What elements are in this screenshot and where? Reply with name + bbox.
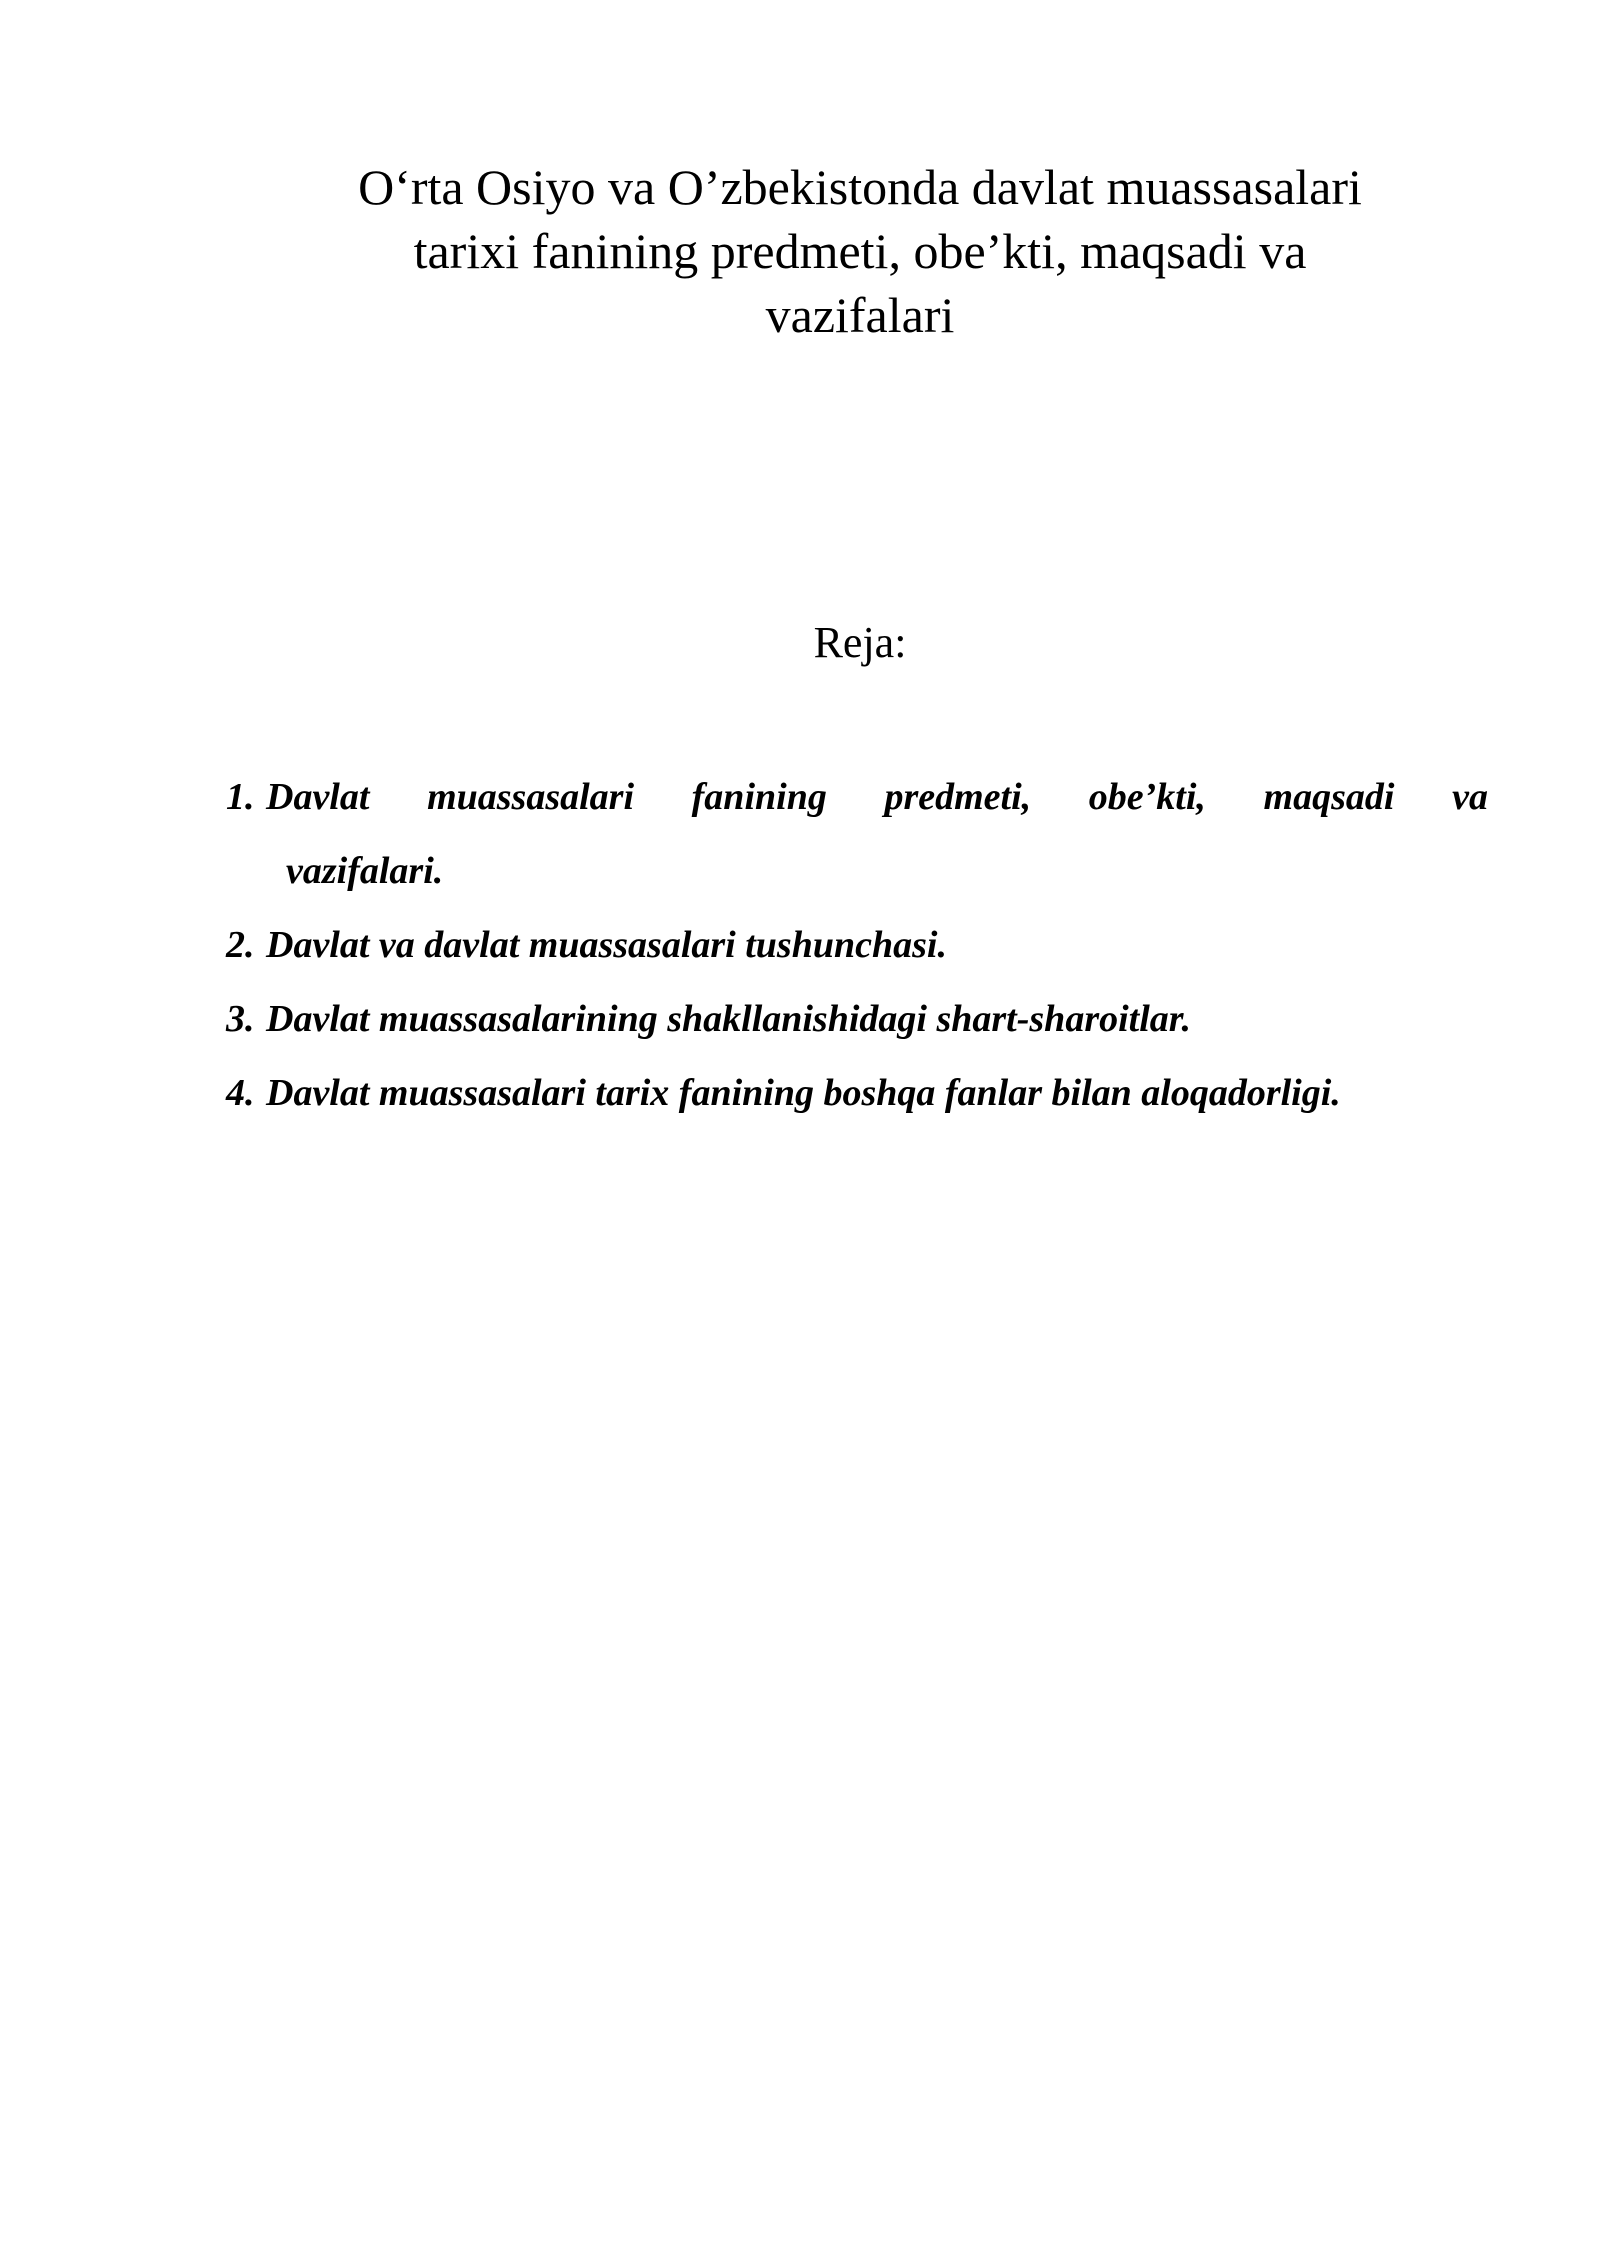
- plan-item-word: muassasalari: [427, 776, 635, 818]
- plan-item-word: Davlat: [266, 776, 370, 818]
- plan-item-4: [226, 1056, 1488, 1130]
- plan-item-word: fanining: [691, 776, 827, 818]
- plan-item-text-continuation: vazifalari.: [286, 850, 444, 892]
- plan-item-number: 1.: [226, 776, 255, 818]
- plan-item-number: 4.: [226, 1072, 255, 1114]
- plan-item-number: 3.: [226, 998, 255, 1040]
- plan-item-1: [226, 760, 1488, 908]
- plan-item-word: obe’kti,: [1088, 776, 1206, 818]
- plan-item-text: Davlat muassasalarining shakllanishidagi shart-sharoitlar.: [266, 998, 1191, 1040]
- plan-item-3: [226, 982, 1488, 1056]
- plan-item-word: va: [1452, 776, 1488, 818]
- plan-item-word: maqsadi: [1263, 776, 1395, 818]
- document-title: [228, 155, 1492, 347]
- title-line-1: O‘rta Osiyo va O’zbekistonda davlat muassasalari: [358, 159, 1362, 215]
- plan-item-text: Davlat va davlat muassasalari tushunchasi.: [266, 924, 947, 966]
- plan-item-2: [226, 908, 1488, 982]
- plan-item-number: 2.: [226, 924, 255, 966]
- plan-item-text: Davlat muassasalari tarix fanining boshqa fanlar bilan aloqadorligi.: [266, 1072, 1341, 1114]
- title-line-3: vazifalari: [765, 287, 955, 343]
- plan-item-word: predmeti,: [884, 776, 1032, 818]
- plan-list: [226, 760, 1488, 1130]
- plan-heading: Reja:: [813, 618, 907, 667]
- title-line-2: tarixi fanining predmeti, obe’kti, maqsadi va: [413, 223, 1307, 279]
- plan-item-text-first-line: [266, 760, 1488, 834]
